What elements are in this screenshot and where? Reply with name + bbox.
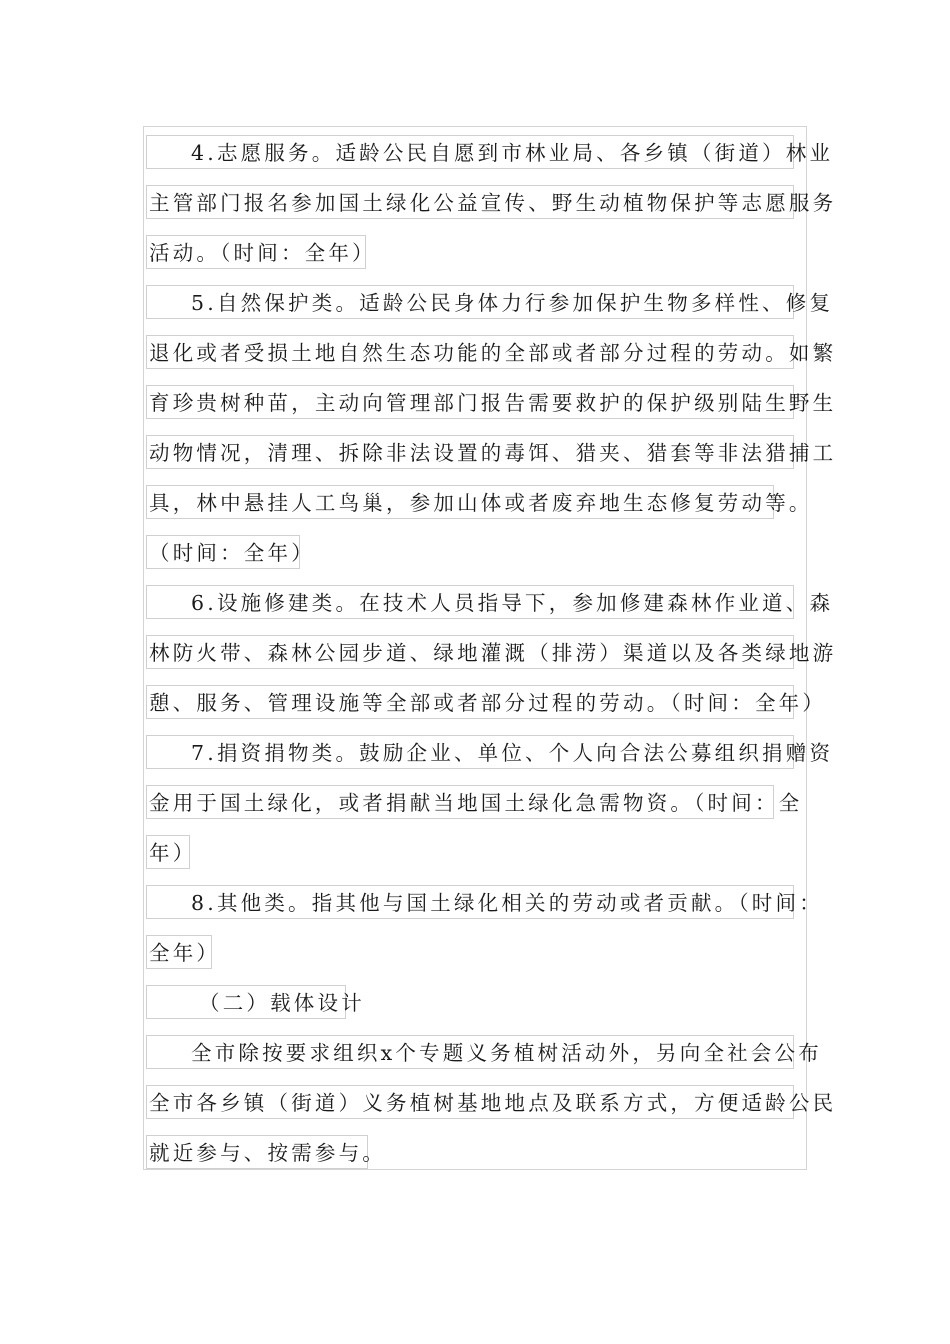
text-line: 全年） bbox=[146, 935, 212, 969]
text-line: 林防火带、森林公园步道、绿地灌溉（排涝）渠道以及各类绿地游 bbox=[146, 635, 794, 669]
text-line: 退化或者受损土地自然生态功能的全部或者部分过程的劳动。如繁 bbox=[146, 335, 794, 369]
text-line: 憩、服务、管理设施等全部或者部分过程的劳动。（时间：全年） bbox=[146, 685, 794, 719]
text-line: 8.其他类。指其他与国土绿化相关的劳动或者贡献。（时间： bbox=[146, 885, 794, 919]
text-line: （时间：全年） bbox=[146, 535, 300, 569]
text-line: 动物情况，清理、拆除非法设置的毒饵、猎夹、猎套等非法猎捕工 bbox=[146, 435, 794, 469]
text-line: 金用于国土绿化，或者捐献当地国土绿化急需物资。（时间：全 bbox=[146, 785, 774, 819]
text-line: 全市各乡镇（街道）义务植树基地地点及联系方式，方便适龄公民 bbox=[146, 1085, 794, 1119]
text-line: 具，林中悬挂人工鸟巢，参加山体或者废弃地生态修复劳动等。 bbox=[146, 485, 774, 519]
text-line: 5.自然保护类。适龄公民身体力行参加保护生物多样性、修复 bbox=[146, 285, 794, 319]
text-line: 活动。（时间：全年） bbox=[146, 235, 366, 269]
section-heading: （二）载体设计 bbox=[146, 985, 346, 1019]
text-line: 7.捐资捐物类。鼓励企业、单位、个人向合法公募组织捐赠资 bbox=[146, 735, 794, 769]
text-line: 年） bbox=[146, 835, 190, 869]
text-line: 就近参与、按需参与。 bbox=[146, 1135, 368, 1169]
text-line: 育珍贵树种苗，主动向管理部门报告需要救护的保护级别陆生野生 bbox=[146, 385, 794, 419]
text-line: 6.设施修建类。在技术人员指导下，参加修建森林作业道、森 bbox=[146, 585, 794, 619]
text-line: 全市除按要求组织x个专题义务植树活动外，另向全社会公布 bbox=[146, 1035, 794, 1069]
text-line: 主管部门报名参加国土绿化公益宣传、野生动植物保护等志愿服务 bbox=[146, 185, 794, 219]
text-line: 4.志愿服务。适龄公民自愿到市林业局、各乡镇（街道）林业 bbox=[146, 135, 794, 169]
